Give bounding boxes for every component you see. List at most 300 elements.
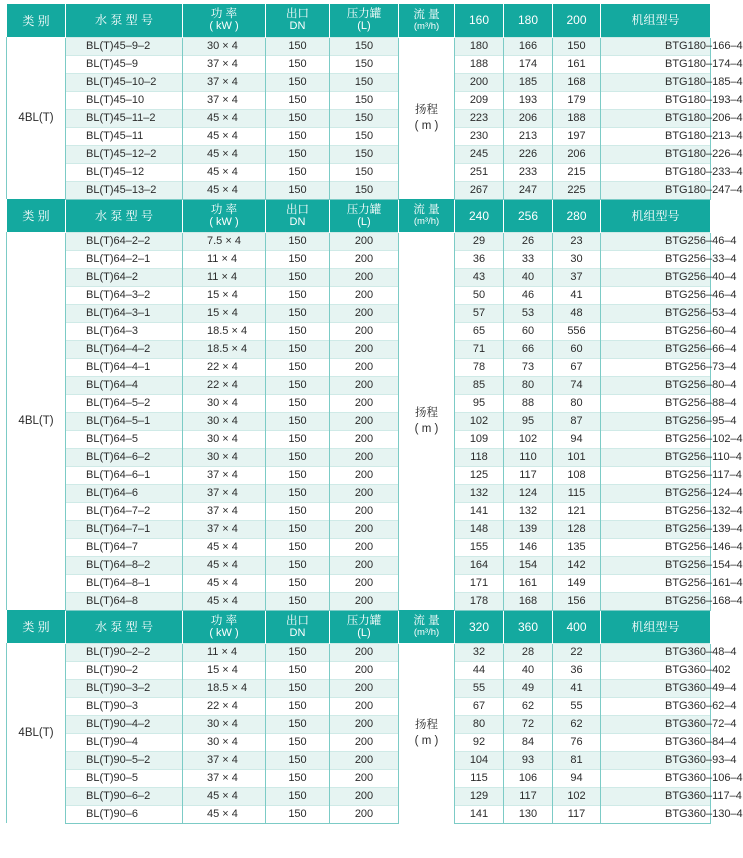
pump-model-cell: BL(T)90–5–2 [66, 751, 183, 769]
head-value-3: 150 [553, 37, 601, 55]
power-cell: 30 × 4 [183, 412, 266, 430]
unit-model-cell: BTG256–102–4 [601, 430, 711, 448]
head-value-3: 67 [553, 358, 601, 376]
outlet-dn-cell: 150 [266, 592, 330, 610]
table-row [7, 592, 711, 610]
power-cell: 15 × 4 [183, 661, 266, 679]
tank-volume-cell: 150 [330, 127, 399, 145]
outlet-dn-cell: 150 [266, 322, 330, 340]
tank-volume-cell: 200 [330, 412, 399, 430]
unit-model-cell: BTG180–193–4 [601, 91, 711, 109]
head-value-3: 22 [553, 643, 601, 661]
flow-value-3: 400 [566, 619, 587, 634]
unit-model-cell: BTG256–124–4 [601, 484, 711, 502]
lift-label-cell [399, 232, 455, 610]
header-cell [330, 610, 399, 643]
power-header: 功 率 [210, 8, 238, 21]
outlet-dn-cell: 150 [266, 376, 330, 394]
unit-model-cell: BTG256–146–4 [601, 538, 711, 556]
tank-volume-cell: 200 [330, 520, 399, 538]
lift-unit: ( m ) [414, 735, 439, 747]
pump-model-cell: BL(T)64–5–2 [66, 394, 183, 412]
table-row [7, 358, 711, 376]
head-value-1: 115 [455, 769, 504, 787]
unit-model-cell: BTG256–40–4 [601, 268, 711, 286]
head-value-3: 135 [553, 538, 601, 556]
head-value-3: 121 [553, 502, 601, 520]
outlet-dn-cell: 150 [266, 268, 330, 286]
unit-model-cell: BTG256–73–4 [601, 358, 711, 376]
outlet-dn-cell: 150 [266, 340, 330, 358]
tank-unit: (L) [357, 215, 371, 228]
unit-model-cell: BTG360–130–4 [601, 805, 711, 823]
head-value-3: 179 [553, 91, 601, 109]
head-value-1: 251 [455, 163, 504, 181]
tank-volume-cell: 150 [330, 163, 399, 181]
lift-label: 扬程 [415, 104, 438, 116]
outlet-dn-cell: 150 [266, 145, 330, 163]
pump-model-cell: BL(T)45–13–2 [66, 181, 183, 199]
tank-volume-cell: 200 [330, 643, 399, 661]
head-value-3: 41 [553, 286, 601, 304]
head-value-1: 29 [455, 232, 504, 250]
table-row [7, 787, 711, 805]
power-cell: 11 × 4 [183, 643, 266, 661]
power-cell: 37 × 4 [183, 751, 266, 769]
category-label: 4BL(T) [18, 415, 54, 427]
head-value-3: 87 [553, 412, 601, 430]
table-row [7, 268, 711, 286]
flow-header: 流 量 [413, 614, 440, 627]
power-cell: 45 × 4 [183, 538, 266, 556]
head-value-2: 40 [504, 268, 553, 286]
pump-model-cell: BL(T)64–2–2 [66, 232, 183, 250]
table-row [7, 466, 711, 484]
tank-volume-cell: 200 [330, 466, 399, 484]
head-value-2: 154 [504, 556, 553, 574]
outlet-dn-cell: 150 [266, 520, 330, 538]
unit-model-cell: BTG360–106–4 [601, 769, 711, 787]
tank-volume-cell: 200 [330, 322, 399, 340]
power-cell: 45 × 4 [183, 127, 266, 145]
head-value-1: 200 [455, 73, 504, 91]
pump-model-cell: BL(T)64–6–2 [66, 448, 183, 466]
head-value-1: 171 [455, 574, 504, 592]
table-row [7, 91, 711, 109]
pump-model-cell: BL(T)64–8–1 [66, 574, 183, 592]
outlet-dn-cell: 150 [266, 127, 330, 145]
head-value-3: 156 [553, 592, 601, 610]
tank-unit: (L) [357, 20, 371, 33]
head-value-1: 188 [455, 55, 504, 73]
header-cell [553, 199, 601, 232]
header-cell [455, 610, 504, 643]
tank-volume-cell: 200 [330, 394, 399, 412]
table-row [7, 430, 711, 448]
head-value-2: 132 [504, 502, 553, 520]
power-cell: 45 × 4 [183, 592, 266, 610]
head-value-2: 73 [504, 358, 553, 376]
tank-volume-cell: 200 [330, 304, 399, 322]
head-value-3: 81 [553, 751, 601, 769]
header-cell [266, 610, 330, 643]
head-value-2: 28 [504, 643, 553, 661]
head-value-2: 206 [504, 109, 553, 127]
outlet-dn-cell: 150 [266, 751, 330, 769]
table-row [7, 181, 711, 199]
table-row [7, 661, 711, 679]
header-cell [183, 610, 266, 643]
head-value-2: 168 [504, 592, 553, 610]
table-row [7, 556, 711, 574]
head-value-1: 36 [455, 250, 504, 268]
head-value-2: 139 [504, 520, 553, 538]
outlet-dn-cell: 150 [266, 643, 330, 661]
outlet-dn-cell: 150 [266, 394, 330, 412]
tank-volume-cell: 200 [330, 751, 399, 769]
head-value-1: 209 [455, 91, 504, 109]
head-value-1: 155 [455, 538, 504, 556]
tank-volume-cell: 200 [330, 805, 399, 823]
lift-label-cell [399, 37, 455, 199]
header-cell [601, 610, 711, 643]
power-cell: 18.5 × 4 [183, 679, 266, 697]
unit-model-cell: BTG180–174–4 [601, 55, 711, 73]
head-value-1: 125 [455, 466, 504, 484]
unit-model-cell: BTG360–93–4 [601, 751, 711, 769]
outlet-header: 出口 [286, 203, 309, 216]
flow-value-2: 180 [517, 13, 539, 28]
tank-volume-cell: 150 [330, 109, 399, 127]
unit-model-cell: BTG360–48–4 [601, 643, 711, 661]
outlet-unit: DN [289, 20, 306, 33]
unit-model-cell: BTG180–166–4 [601, 37, 711, 55]
power-cell: 37 × 4 [183, 484, 266, 502]
power-cell: 37 × 4 [183, 55, 266, 73]
head-value-3: 94 [553, 769, 601, 787]
header-cell [183, 199, 266, 232]
head-value-1: 55 [455, 679, 504, 697]
flow-unit: (m³/h) [413, 626, 440, 638]
pump-spec-sheet [6, 4, 743, 824]
outlet-dn-cell: 150 [266, 37, 330, 55]
unit-model-header: 机组型号 [631, 619, 680, 634]
header-cell [553, 4, 601, 37]
head-value-1: 102 [455, 412, 504, 430]
table-row [7, 37, 711, 55]
header-cell [504, 610, 553, 643]
tank-unit: (L) [357, 626, 371, 639]
table-row [7, 751, 711, 769]
head-value-3: 556 [553, 322, 601, 340]
power-cell: 22 × 4 [183, 358, 266, 376]
head-value-2: 247 [504, 181, 553, 199]
power-cell: 45 × 4 [183, 145, 266, 163]
outlet-dn-cell: 150 [266, 661, 330, 679]
flow-unit: (m³/h) [413, 215, 440, 227]
header-cell [66, 4, 183, 37]
pump-model-cell: BL(T)64–8 [66, 592, 183, 610]
power-cell: 37 × 4 [183, 769, 266, 787]
power-cell: 22 × 4 [183, 376, 266, 394]
head-value-2: 161 [504, 574, 553, 592]
power-cell: 18.5 × 4 [183, 340, 266, 358]
lift-label: 扬程 [415, 407, 438, 419]
head-value-2: 46 [504, 286, 553, 304]
unit-model-cell: BTG256–66–4 [601, 340, 711, 358]
section-header [7, 4, 711, 37]
head-value-1: 180 [455, 37, 504, 55]
power-cell: 37 × 4 [183, 502, 266, 520]
head-value-3: 62 [553, 715, 601, 733]
head-value-2: 130 [504, 805, 553, 823]
head-value-3: 48 [553, 304, 601, 322]
unit-model-cell: BTG256–46–4 [601, 232, 711, 250]
flow-value-1: 160 [468, 13, 490, 28]
pump-model-cell: BL(T)64–3–2 [66, 286, 183, 304]
pump-model-cell: BL(T)64–7 [66, 538, 183, 556]
pump-model-cell: BL(T)45–11–2 [66, 109, 183, 127]
pump-model-cell: BL(T)64–7–2 [66, 502, 183, 520]
head-value-1: 67 [455, 697, 504, 715]
power-cell: 37 × 4 [183, 520, 266, 538]
outlet-dn-cell: 150 [266, 502, 330, 520]
head-value-1: 230 [455, 127, 504, 145]
head-value-1: 223 [455, 109, 504, 127]
lift-label: 扬程 [415, 719, 438, 731]
header-cell [399, 199, 455, 232]
header-cell [330, 199, 399, 232]
unit-model-header: 机组型号 [631, 208, 680, 223]
head-value-3: 206 [553, 145, 601, 163]
header-cell [399, 4, 455, 37]
power-cell: 15 × 4 [183, 286, 266, 304]
head-value-3: 225 [553, 181, 601, 199]
table-row [7, 574, 711, 592]
power-cell: 11 × 4 [183, 250, 266, 268]
outlet-dn-cell: 150 [266, 412, 330, 430]
unit-model-cell: BTG256–117–4 [601, 466, 711, 484]
head-value-1: 178 [455, 592, 504, 610]
pump-model-cell: BL(T)64–6–1 [66, 466, 183, 484]
head-value-1: 109 [455, 430, 504, 448]
pump-model-cell: BL(T)64–5–1 [66, 412, 183, 430]
flow-value-2: 256 [517, 208, 539, 223]
outlet-dn-cell: 150 [266, 358, 330, 376]
tank-header: 压力罐 [346, 203, 382, 216]
head-value-1: 245 [455, 145, 504, 163]
head-value-2: 95 [504, 412, 553, 430]
head-value-1: 164 [455, 556, 504, 574]
head-value-3: 161 [553, 55, 601, 73]
head-value-1: 85 [455, 376, 504, 394]
head-value-3: 108 [553, 466, 601, 484]
head-value-3: 74 [553, 376, 601, 394]
table-row [7, 322, 711, 340]
outlet-dn-cell: 150 [266, 430, 330, 448]
tank-volume-cell: 200 [330, 733, 399, 751]
power-cell: 37 × 4 [183, 91, 266, 109]
head-value-3: 80 [553, 394, 601, 412]
category-cell [7, 232, 66, 610]
table-row [7, 643, 711, 661]
unit-model-cell: BTG180–185–4 [601, 73, 711, 91]
head-value-1: 148 [455, 520, 504, 538]
section-header [7, 199, 711, 232]
category-header: 类 别 [22, 208, 50, 223]
lift-unit: ( m ) [414, 120, 439, 132]
pump-model-cell: BL(T)45–9–2 [66, 37, 183, 55]
table-row [7, 448, 711, 466]
table-row [7, 715, 711, 733]
tank-volume-cell: 150 [330, 91, 399, 109]
header-cell [504, 199, 553, 232]
pump-model-cell: BL(T)45–10–2 [66, 73, 183, 91]
pump-model-header: 水 泵 型 号 [94, 13, 153, 28]
tank-volume-cell: 200 [330, 592, 399, 610]
tank-volume-cell: 200 [330, 715, 399, 733]
unit-model-cell: BTG256–139–4 [601, 520, 711, 538]
head-value-2: 117 [504, 787, 553, 805]
tank-volume-cell: 200 [330, 376, 399, 394]
power-cell: 18.5 × 4 [183, 322, 266, 340]
unit-model-cell: BTG256–168–4 [601, 592, 711, 610]
lift-label-cell [399, 643, 455, 823]
power-unit: ( kW ) [209, 626, 239, 639]
flow-value-1: 320 [468, 619, 490, 634]
head-value-2: 226 [504, 145, 553, 163]
power-cell: 11 × 4 [183, 268, 266, 286]
head-value-3: 41 [553, 679, 601, 697]
head-value-1: 95 [455, 394, 504, 412]
unit-model-cell: BTG256–46–4 [601, 286, 711, 304]
pump-model-cell: BL(T)45–10 [66, 91, 183, 109]
head-value-1: 44 [455, 661, 504, 679]
header-cell [183, 4, 266, 37]
table-row [7, 340, 711, 358]
table-row [7, 304, 711, 322]
head-value-2: 146 [504, 538, 553, 556]
tank-volume-cell: 200 [330, 679, 399, 697]
flow-value-2: 360 [517, 619, 539, 634]
table-row [7, 55, 711, 73]
power-cell: 30 × 4 [183, 448, 266, 466]
pump-model-cell: BL(T)64–8–2 [66, 556, 183, 574]
pump-model-cell: BL(T)90–2–2 [66, 643, 183, 661]
head-value-3: 30 [553, 250, 601, 268]
head-value-2: 213 [504, 127, 553, 145]
header-cell [504, 4, 553, 37]
unit-model-cell: BTG180–233–4 [601, 163, 711, 181]
table-row [7, 697, 711, 715]
power-cell: 30 × 4 [183, 37, 266, 55]
head-value-2: 233 [504, 163, 553, 181]
unit-model-cell: BTG360–117–4 [601, 787, 711, 805]
head-value-2: 174 [504, 55, 553, 73]
flow-value-1: 240 [468, 208, 490, 223]
outlet-dn-cell: 150 [266, 55, 330, 73]
pump-model-cell: BL(T)90–2 [66, 661, 183, 679]
power-cell: 45 × 4 [183, 787, 266, 805]
header-cell [455, 4, 504, 37]
head-value-2: 88 [504, 394, 553, 412]
tank-volume-cell: 150 [330, 181, 399, 199]
tank-volume-cell: 200 [330, 340, 399, 358]
head-value-1: 118 [455, 448, 504, 466]
head-value-2: 72 [504, 715, 553, 733]
power-header: 功 率 [210, 614, 238, 627]
unit-model-cell: BTG180–226–4 [601, 145, 711, 163]
power-cell: 45 × 4 [183, 805, 266, 823]
flow-header: 流 量 [413, 203, 440, 216]
head-value-1: 65 [455, 322, 504, 340]
header-cell [7, 610, 66, 643]
unit-model-cell: BTG256–60–4 [601, 322, 711, 340]
category-label: 4BL(T) [18, 112, 54, 124]
outlet-dn-cell: 150 [266, 232, 330, 250]
power-cell: 37 × 4 [183, 73, 266, 91]
head-value-2: 93 [504, 751, 553, 769]
head-value-3: 23 [553, 232, 601, 250]
power-unit: ( kW ) [209, 20, 239, 33]
head-value-1: 57 [455, 304, 504, 322]
table-row [7, 286, 711, 304]
outlet-dn-cell: 150 [266, 538, 330, 556]
head-value-1: 32 [455, 643, 504, 661]
unit-model-cell: BTG256–53–4 [601, 304, 711, 322]
power-cell: 15 × 4 [183, 304, 266, 322]
outlet-dn-cell: 150 [266, 715, 330, 733]
head-value-3: 115 [553, 484, 601, 502]
head-value-3: 76 [553, 733, 601, 751]
unit-model-cell: BTG256–110–4 [601, 448, 711, 466]
tank-volume-cell: 200 [330, 769, 399, 787]
pump-model-cell: BL(T)64–4–1 [66, 358, 183, 376]
table-row [7, 109, 711, 127]
outlet-dn-cell: 150 [266, 805, 330, 823]
category-cell [7, 37, 66, 199]
header-cell [553, 610, 601, 643]
lift-unit: ( m ) [414, 423, 439, 435]
outlet-dn-cell: 150 [266, 466, 330, 484]
head-value-2: 84 [504, 733, 553, 751]
table-row [7, 163, 711, 181]
tank-volume-cell: 200 [330, 250, 399, 268]
power-cell: 45 × 4 [183, 109, 266, 127]
outlet-dn-cell: 150 [266, 484, 330, 502]
pump-model-cell: BL(T)90–3 [66, 697, 183, 715]
tank-volume-cell: 200 [330, 430, 399, 448]
head-value-2: 49 [504, 679, 553, 697]
unit-model-cell: BTG256–132–4 [601, 502, 711, 520]
category-cell [7, 643, 66, 823]
head-value-1: 141 [455, 502, 504, 520]
head-value-1: 80 [455, 715, 504, 733]
pump-model-cell: BL(T)90–4 [66, 733, 183, 751]
tank-volume-cell: 200 [330, 232, 399, 250]
head-value-2: 40 [504, 661, 553, 679]
table-row [7, 127, 711, 145]
unit-model-cell: BTG180–247–4 [601, 181, 711, 199]
outlet-dn-cell: 150 [266, 181, 330, 199]
head-value-2: 53 [504, 304, 553, 322]
head-value-1: 43 [455, 268, 504, 286]
head-value-3: 215 [553, 163, 601, 181]
pump-spec-table [6, 4, 743, 824]
tank-volume-cell: 200 [330, 358, 399, 376]
pump-model-cell: BL(T)90–6 [66, 805, 183, 823]
tank-volume-cell: 150 [330, 55, 399, 73]
